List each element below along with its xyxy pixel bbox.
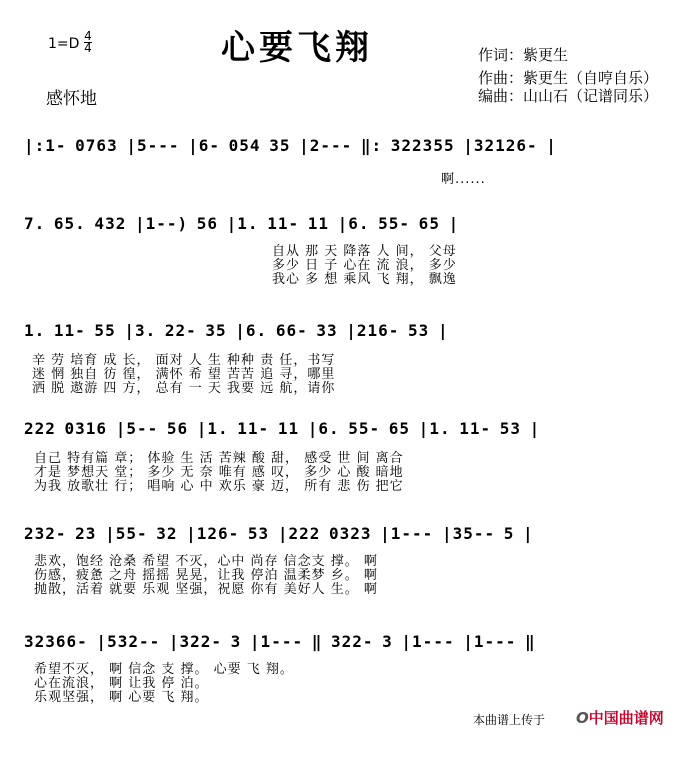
lyric-line: 我心 多 想 乘风 飞 翔， 飘逸 — [272, 272, 457, 287]
lyric-line: 悲欢，饱经 沧桑 希望 不灭，心中 尚存 信念支 撑。 啊 — [34, 554, 378, 569]
lyric-line: 乐观坚强， 啊 心要 飞 翔。 — [34, 690, 209, 705]
key-signature: 1=D — [48, 36, 80, 52]
lyric-line: 多少 日 子 心在 流 浪， 多少 — [272, 258, 457, 273]
site-logo[interactable] — [576, 707, 664, 728]
notation-line: 222 0316 |5-- 56 |1. 11- 11 |6. 55- 65 |1. 11- 53 | — [24, 419, 541, 438]
time-signature — [84, 31, 92, 54]
notation-line: 1. 11- 55 |3. 22- 35 |6. 66- 33 |216- 53 | — [24, 321, 449, 340]
lyric-line: 心在流浪， 啊 让我 停 泊。 — [34, 676, 209, 691]
lyric-line: 抛散，活着 就要 乐观 坚强，祝愿 你有 美好人 生。 啊 — [34, 582, 378, 597]
lyric-line: 迷 惘 独自 彷 徨， 满怀 希 望 苦苦 追 寻，哪里 — [32, 367, 336, 382]
upload-note: 本曲谱上传于 — [473, 713, 546, 727]
lyric-line: 才是 梦想天 堂； 多少 无 奈 唯有 感 叹， 多少 心 酸 暗地 — [34, 465, 404, 480]
meter-bottom: 4 — [84, 41, 92, 55]
mood-marking: 感怀地 — [46, 89, 97, 109]
lyric-line: 啊...... — [441, 172, 486, 187]
score-row-6 — [0, 632, 687, 762]
notation-line: 32366- |532-- |322- 3 |1--- ‖ 322- 3 |1--- |1--- ‖ — [24, 632, 536, 651]
lyric-line: 希望不灭， 啊 信念 支 撑。 心要 飞 翔。 — [34, 662, 294, 677]
lyric-line: 自从 那 天 降落 人 间， 父母 — [272, 244, 457, 259]
composer-credit: 作曲：紫更生（自哼自乐） — [478, 69, 659, 87]
lyric-line: 伤感，疲惫 之舟 摇摇 晃晃，让我 停泊 温柔梦 乡。 啊 — [34, 568, 378, 583]
notation-line: 232- 23 |55- 32 |126- 53 |222 0323 |1--- |35-- 5 | — [24, 524, 534, 543]
notation-line: |:1- 0763 |5--- |6- 054 35 |2--- ‖: 322355 |32126- | — [24, 136, 557, 155]
song-title: 心要飞翔 — [221, 28, 373, 68]
lyric-line: 辛 劳 培育 成 长， 面对 人 生 种种 责 任，书写 — [32, 353, 336, 368]
meter-top: 4 — [84, 29, 92, 43]
notation-line: 7. 65. 432 |1--) 56 |1. 11- 11 |6. 55- 65 | — [24, 214, 460, 233]
lyricist-credit: 作词：紫更生 — [478, 46, 569, 64]
arranger-credit: 编曲：山山石（记谱同乐） — [478, 87, 659, 105]
lyric-line: 为我 放歌壮 行； 唱响 心 中 欢乐 豪 迈， 所有 悲 伤 把它 — [34, 479, 404, 494]
logo-mark-icon: O — [576, 709, 589, 727]
lyric-line: 洒 脱 遨游 四 方， 总有 一 天 我要 远 航，请你 — [32, 381, 336, 396]
lyric-line: 自己 特有篇 章； 体验 生 活 苦辣 酸 甜， 感受 世 间 离合 — [34, 451, 404, 466]
logo-text: 中国曲谱网 — [588, 709, 664, 727]
